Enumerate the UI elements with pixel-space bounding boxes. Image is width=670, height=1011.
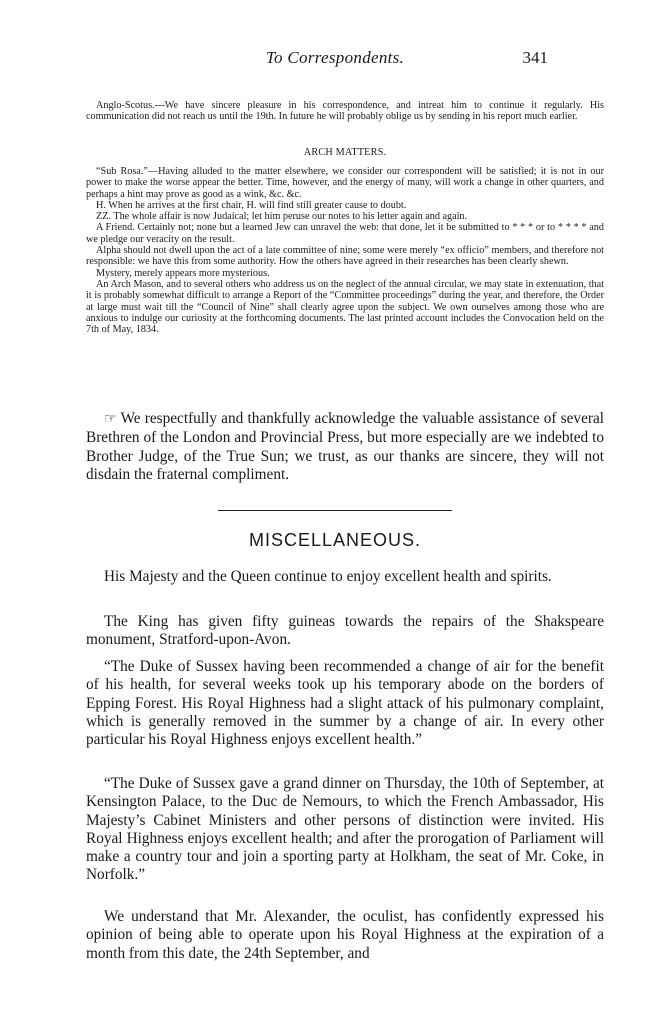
correspondent-note-anglo-scotus: [86, 100, 604, 123]
note-h: H. When he arrives at the first chair, H. will find still greater cause to doubt.: [96, 199, 407, 211]
miscellaneous-heading: MISCELLANEOUS.: [248, 530, 422, 550]
arch-matters-heading-text: ARCH MATTERS.: [303, 147, 387, 158]
arch-matters-notes: [86, 166, 604, 335]
note-alpha: Alpha should not dwell upon the act of a late committee of nine; some were merely “ex officio” members, and therefore not responsible: we have this from some authority. How the others have agreed in their researches has been clearly shewn.: [86, 245, 604, 268]
misc-paragraph-4: [86, 775, 604, 885]
running-title: To Correspondents.: [265, 48, 405, 67]
misc-paragraph-2: [86, 613, 604, 650]
note-zz: ZZ. The whole affair is now Judaical; let him peruse our notes to his letter again and again.: [96, 211, 468, 223]
misc-paragraph-1-text: His Majesty and the Queen continue to enjoy excellent health and spirits.: [104, 568, 552, 585]
note-a-friend: A Friend. Certainly not; none but a learned Jew can unravel the web: that done, let it be submitted to * * * or to * * * * and we pledge our veracity on the result.: [86, 222, 604, 245]
page-number: 341: [522, 48, 548, 67]
arch-matters-heading: [86, 147, 604, 158]
note-mystery: Mystery, merely appears more mysterious.: [96, 267, 270, 279]
pointing-hand-icon: ☞: [104, 412, 117, 427]
misc-paragraph-4-text: “The Duke of Sussex gave a grand dinner on Thursday, the 10th of September, at Kensington Palace, to the Duc de Nemours, to which the French Ambassador, His Majesty’s Cabinet Ministers and other persons of distinction were invited. His Royal Highness enjoys excellent health; and after the prorogation of Parliament will make a country tour and join a sporting party at Holkham, the seat of Mr. Coke, in Norfolk.”: [86, 775, 604, 884]
note-arch-mason: An Arch Mason, and to several others who address us on the neglect of the annual circular, we may state in extenuation, that it is probably somewhat difficult to arrange a Report of the “Committee proceedings” during the year, and therefore, the Order at large must wait till the “Council of Nine” shall clearly agree upon the subject. We own ourselves among those who are anxious to indulge our curiosity at the forthcoming documents. The last printed account includes the Convocation held on the 7th of May, 1834.: [86, 278, 604, 336]
misc-paragraph-1: [86, 568, 604, 586]
misc-paragraph-3: [86, 658, 604, 749]
misc-paragraph-5: [86, 908, 604, 963]
misc-paragraph-3-text: “The Duke of Sussex having been recommended a change of air for the benefit of his health, for several weeks took up his temporary abode on the borders of Epping Forest. His Royal Highness had a slight attack of his pulmonary complaint, which is generally removed in the summer by a change of air. In every other particular his Royal Highness enjoys excellent health.”: [86, 658, 604, 749]
note-sub-rosa: “Sub Rosa.”—Having alluded to the matter elsewhere, we consider our correspondent will be satisfied; it is not in our power to make the worse appear the better. Time, however, and the energy of many, will work a change in other quarters, and perhaps a hint may prove as good as a wink, &c. &c.: [86, 166, 604, 200]
acknowledgment-text: We respectfully and thankfully acknowledge the valuable assistance of several Brethren of the London and Provincial Press, but more especially are we indebted to Brother Judge, of the True Sun; we trust, as our thanks are sincere, they will not disdain the fraternal compliment.: [86, 410, 604, 483]
anglo-scotus-text: Anglo-Scotus.---We have sincere pleasure in his correspondence, and intreat him to continue it regularly. His communication did not reach us until the 19th. In future he will probably oblige us by sending in his report much earlier.: [86, 100, 604, 123]
section-divider: [218, 510, 452, 511]
misc-paragraph-2-text: The King has given fifty guineas towards the repairs of the Shakspeare monument, Stratford-upon-Avon.: [86, 613, 604, 649]
misc-paragraph-5-text: We understand that Mr. Alexander, the oculist, has confidently expressed his opinion of being able to operate upon his Royal Highness at the expiration of a month from this date, the 24th September, and: [86, 908, 604, 962]
running-head: [0, 48, 670, 72]
acknowledgment-paragraph: [86, 410, 604, 484]
